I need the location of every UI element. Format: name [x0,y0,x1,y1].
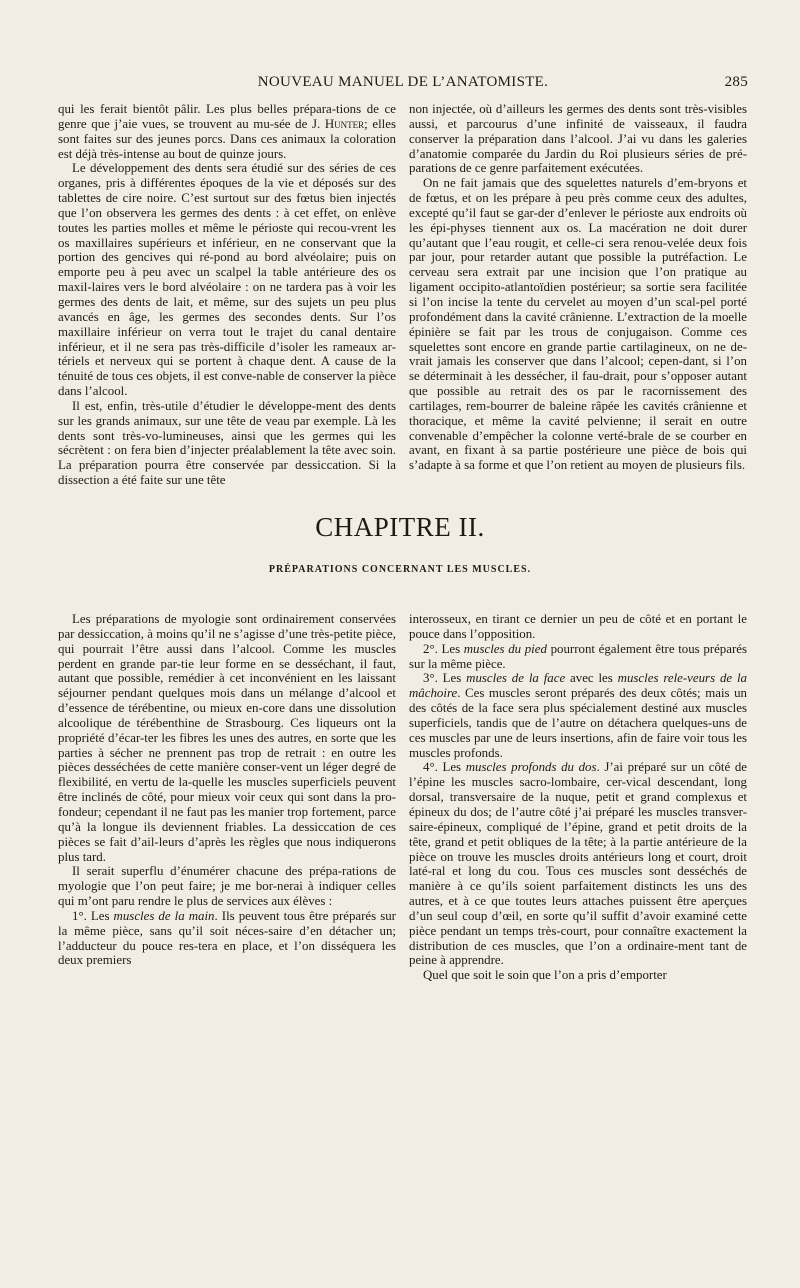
list-item: 1°. Les muscles de la main. Ils peuvent tous être préparés sur la même pièce, sans qu’il soit néces-saire d’en détacher un; l’adducteur du pouce res-tera en place, et l’on disséquera les deux premiers [58,908,396,968]
author-name: Hunter [324,116,365,131]
paragraph: Il serait superflu d’énumérer chacune des prépa-rations de myologie que l’on peut faire; je me bor-nerai à indiquer celles qui m’ont paru rendre le plus de services aux élèves : [58,864,396,909]
paragraph: interosseux, en tirant ce dernier un peu de côté et en portant le pouce dans l’opposition. [409,612,747,641]
paragraph: non injectée, où d’ailleurs les germes des dents sont très-visibles aussi, et parcourus d’une infinité de vaisseaux, il faudra conserver la préparation dans l’alcool. J’ai vu dans les galeries d’anatomie comparée du Jardin du Roi plusieurs séries de pré-parations de ce genre parfaitement exécutées. [409,102,747,176]
paragraph: Il est, enfin, très-utile d’étudier le développe-ment des dents sur les grands animaux, sur une tête de veau par exemple. Là les dents sont très-vo-lumineuses, ainsi que les germes qui les sécrètent : on fera bien d’injecter préalablement la tête avec soin. La préparation pourra être conservée par dessiccation. Si la dissection a été faite sur une tête [58,398,396,488]
paragraph: Les préparations de myologie sont ordinairement conservées par dessiccation, à moins qu’il ne s’agisse d’une très-petite pièce, qui pourrait l’être aussi dans l’alcool. Comme les muscles perdent en grande par-tie leur forme en se desséchant, il faut, autant que possible, remédier à cet inconvénient en les laissant séjourner pendant quelques mois dans un mélange d’alcool et d’essence de térébentine, ou mieux en-core dans une dissolution alcoolique de térébenthine de Strasbourg. Ces liqueurs ont la propriété d’écar-ter les fibres les unes des autres, en sorte que les parties à sécher ne prennent pas trop de retrait : en outre les pièces desséchées de cette manière conser-vent un léger degré de flexibilité, en vertu de la-quelle les muscles superficiels peuvent être inclinés de côté, pour mieux voir ceux qui sont dans la pro-fondeur; cependant il ne faut pas les manier trop fortement, parce qu’à la longue ils deviennent friables. La dessiccation de ces pièces se fait d’ail-leurs d’après les règles que nous indiquerons plus tard. [58,612,396,864]
list-item: 2°. Les muscles du pied pourront également être tous préparés sur la même pièce. [409,641,747,671]
list-item: 4°. Les muscles profonds du dos. J’ai préparé sur un côté de l’épine les muscles sacro-lombaire, cer-vical descendant, long dorsal, transversaire de la nuque, petit et grand complexus et épineux du dos; de l’autre côté j’ai préparé les muscles transver-saire-épineux, compliqué de l’épine, grand et petit droits de la tête, grand et petit obliques de la tête; à la partie antérieure de la pièce on trouve les muscles droits antérieurs long et court, droit laté-ral et long du cou. Tous ces muscles sont desséchés de manière à ce qu’ils soient parfaitement distincts les uns des autres, et à ce que toutes leurs attaches puissent être aperçues d’un seul coup d’œil, en sorte qu’il suffit d’avoir examiné cette pièce pendant un temps très-court, pour connaître exactement la distribution de ces muscles, que l’on a ordinaire-ment tant de peine à apprendre. [409,760,748,968]
paragraph: Quel que soit le soin que l’on a pris d’emporter [423,968,667,983]
running-head-title: NOUVEAU MANUEL DE L’ANATOMISTE. [257,74,549,90]
list-item: 3°. Les muscles de la face avec les muscles rele-veurs de la mâchoire. Ces muscles seront préparés des deux côtés; mais un des côtés de la face sera plus spécialement destiné aux muscles superficiels, tandis que de l’autre on détachera quelques-uns de ces muscles par une de leurs insertions, afin de faire voir tous les muscles profonds. [409,671,747,760]
chapter-title: CHAPITRE II. [315,512,485,542]
page-number: 285 [724,74,748,90]
paragraph: Le développement des dents sera étudié sur des séries de ces organes, pris à différentes époques de la vie et déposés sur des tablettes de cire noire. C’est surtout sur des fœtus bien injectés que l’on observera les germes des dents : à cet effet, on enlève toutes les parties molles et même le périoste qui recou-vrent les os maxillaires supérieurs et inférieur, en ne conservant que la portion des gencives qui ré-pond au bord alvéolaire; puis on emporte peu à peu avec un scalpel la table antérieure des os maxil-laires vers le bord alvéolaire : on ne tardera pas à voir les germes des dents de lait, et même, sur des sujets un peu plus avancés en âge, les germes des secondes dents. Sur l’os maxillaire inférieur on verra tout le trajet du canal dentaire inférieur, et il ne sera pas très-difficile d’isoler les rameaux ar-tériels et nerveux qui se portent à chaque dent. A cause de la ténuité de tous ces objets, il est conve-nable de conserver la pièce dans l’alcool. [58,161,396,399]
column-top-left [58,102,396,488]
running-head [58,74,748,94]
column-top-right [409,102,747,473]
paragraph: On ne fait jamais que des squelettes naturels d’em-bryons et de fœtus, et on les prépare à peu près comme ceux des adultes, excepté qu’il faut se gar-der d’enlever le périoste aux endroits où les épi-physes tiennent aux os. La macération ne doit durer qu’autant que l’eau rougit, et celle-ci sera renou-velée deux fois par jour, pour retarder autant que possible la putréfaction. Le cerveau sera extrait par une incision que l’on pratique au ligament occipito-atlantoïdien postérieur; sa sortie sera facilitée si l’on incise la tente du cervelet au moyen d’un scal-pel porté profondément dans la cavité crânienne. L’extraction de la moelle épinière se fait par les trous de conjugaison. Comme ces squelettes sont encore en grande partie cartilagineux, on ne de-vrait jamais les conserver que dans l’alcool; cepen-dant, si l’on se déterminait à les dessécher, il fau-drait, pour s’opposer autant que possible au retrait des os par le racornissement des cartilages, rem-bourrer de baleine râpée les cavités crânienne et thoracique, et même la cavité pelvienne; il serait en outre convenable d’empêcher la colonne verté-brale de se courber en avant, en fixant à sa partie postérieure une pièce de bois qui s’adapte à sa forme et que l’on retient au moyen de plusieurs fils. [409,176,747,473]
column-bottom-right [409,612,747,983]
chapter-subtitle: PRÉPARATIONS CONCERNANT LES MUSCLES. [268,564,532,575]
column-bottom-left [58,612,396,968]
paragraph: qui les ferait bientôt pâlir. Les plus belles prépara-tions de ce genre que j’aie vues, se trouvent au mu-sée de J. Hunter; elles sont faites sur des jeunes porcs. Dans ces animaux la coloration est déjà très-intense au bout de quinze jours. [58,102,396,161]
